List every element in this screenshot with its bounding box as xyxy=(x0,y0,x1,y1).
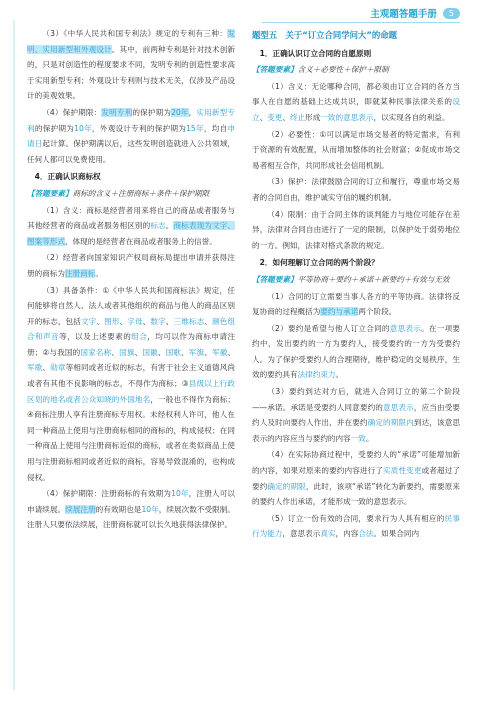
answer-key: 【答题要素】含义＋必要性＋保护＋限制 xyxy=(252,65,389,75)
paragraph: （3）具备条件：①《中华人民共和国商标法》规定，任何能够将自然人、法人或者其他组织的商品与他人的商品区别开的标志，包括文字、图形、字母、数字、三维标志、颜色组合和声音等，以及上述要素的组合，均可以作为商标申请注册；②与我国的国家名称、国旗、国徽、国歌、军旗、军徽、军歌、勋章等相同或者近似的标志，有害于社会主义道德风尚或者有其他不良影响的标志，不得作为商标；③县级以上行政区划的地名或者公众知晓的外国地名，一般也不得作为商标；④商标注册人享有注册商标专用权。未经权利人许可，他人在同一种商品上使用与注册商标相同的商标的，构成侵权；在同一种商品上使用与注册商标近似的商标，或者在类似商品上使用与注册商标相同或者近似的商标，容易导致混淆的，也构成侵权。 xyxy=(27,285,236,482)
paragraph: （1）含义：无论哪种合同，都必须由订立合同的各方当事人在自愿的基础上达成共识，即就某种民事法律关系的设立、变更、终止形成一致的意思表示，以实现各自的利益。 xyxy=(252,81,460,122)
paragraph: （4）保护期限：注册商标的有效期为10年，注册人可以申请续展。续展注册的有效期也是10年，续展次数不受限制。注册人只要依法续展，注册商标就可以长久地获得法律保护。 xyxy=(27,489,236,530)
paragraph: （3）要约到达对方后，就进入合同订立的第二个阶段——承诺。承诺是受要约人同意要约的意思表示，应当由受要约人及时向要约人作出，并在要约确定的期限内到达，该意思表示的内容应当与要约的内容一致。 xyxy=(252,387,461,443)
paragraph: （5）订立一份有效的合同，要求行为人具有相应的民事行为能力，意思表示真实，内容合法。如果合同内 xyxy=(252,513,460,539)
page-header xyxy=(370,6,460,20)
paragraph: （2）必要性：①可以满足市场交易者的特定需求，有利于资源的有效配置，从而增加整体的社会财富；②促成市场交易者相互合作，共同形成社会信用机制。 xyxy=(252,129,460,170)
paragraph: （1）合同的订立需要当事人各方的平等协商。法律将反复协商的过程概括为要约与承诺两个阶段。 xyxy=(252,291,460,317)
page-number: 5 xyxy=(443,8,460,19)
paragraph: （2）要约是希望与他人订立合同的意思表示。在一项要约中，发出要约的一方为要约人，接受要约的一方为受要约人。为了保护受要约人的合理期待，维护稳定的交易秩序，生效的要约具有法律约束力。 xyxy=(252,323,460,380)
section-heading: 4．正确认识商标权 xyxy=(34,172,101,182)
section-heading: 2．如何理解订立合同的两个阶段？ xyxy=(259,258,379,268)
right-column xyxy=(252,26,460,543)
question-type-heading: 题型五 关于“订立合同学问大”的命题 xyxy=(252,30,398,40)
header-title: 主观题答题手册 xyxy=(370,9,437,20)
paragraph: （2）经营者向国家知识产权局商标局提出申请并获得注册的商标为注册商标。 xyxy=(27,253,235,278)
left-column xyxy=(27,26,235,534)
section-heading: 1．正确认识订立合同的自愿原则 xyxy=(259,48,372,58)
answer-key: 【答题要素】商标的含义＋注册商标＋条件＋保护期限 xyxy=(27,188,210,198)
header-rule xyxy=(262,22,460,23)
paragraph: （1）含义：商标是经营者用来将自己的商品或者服务与其他经营者的商品或者服务相区别的标志。商标表现为文字、图案等形式，体现的是经营者在商品或者服务上的信誉。 xyxy=(27,205,236,246)
paragraph: （3）《中华人民共和国专利法》规定的专利有三种：发明、实用新型和外观设计。其中，前两种专利是针对技术创新的，只是对创造性的程度要求不同，发明专利的创造性要求高于实用新型专利；外观设计专利则与技术无关，仅涉及产品设计的美观效果。 xyxy=(27,29,236,101)
answer-key: 【答题要素】平等协商＋要约＋承诺＋新要约＋有效与无效 xyxy=(252,274,450,284)
left-margin-bar xyxy=(13,20,15,690)
paragraph: （3）保护：法律鼓励合同的订立和履行，尊重市场交易者的合同自由，维护诚实守信的履约机制。 xyxy=(252,177,460,202)
paragraph: （4）保护期限：发明专利的保护期为20年，实用新型专利的保护期为10年，外观设计专利的保护期为15年，均自申请日起计算。保护期满以后，这些发明创造就进入公共领域，任何人都可以免费使用。 xyxy=(27,107,236,164)
paragraph: （4）限制：由于合同主体的谈判能力与地位可能存在差异，法律对合同自由进行了一定的限制，以保护处于弱势地位的一方。例如，法律对格式条款的规定。 xyxy=(252,209,460,250)
paragraph: （4）在实际协商过程中，受要约人的“承诺”可能增加新的内容，如果对原来的要约内容进行了实质性变更或者超过了要约确定的期限，此时，该项“承诺”转化为新要约，需要原来的要约人作出承诺，才能形成一致的意思表示。 xyxy=(252,450,461,507)
